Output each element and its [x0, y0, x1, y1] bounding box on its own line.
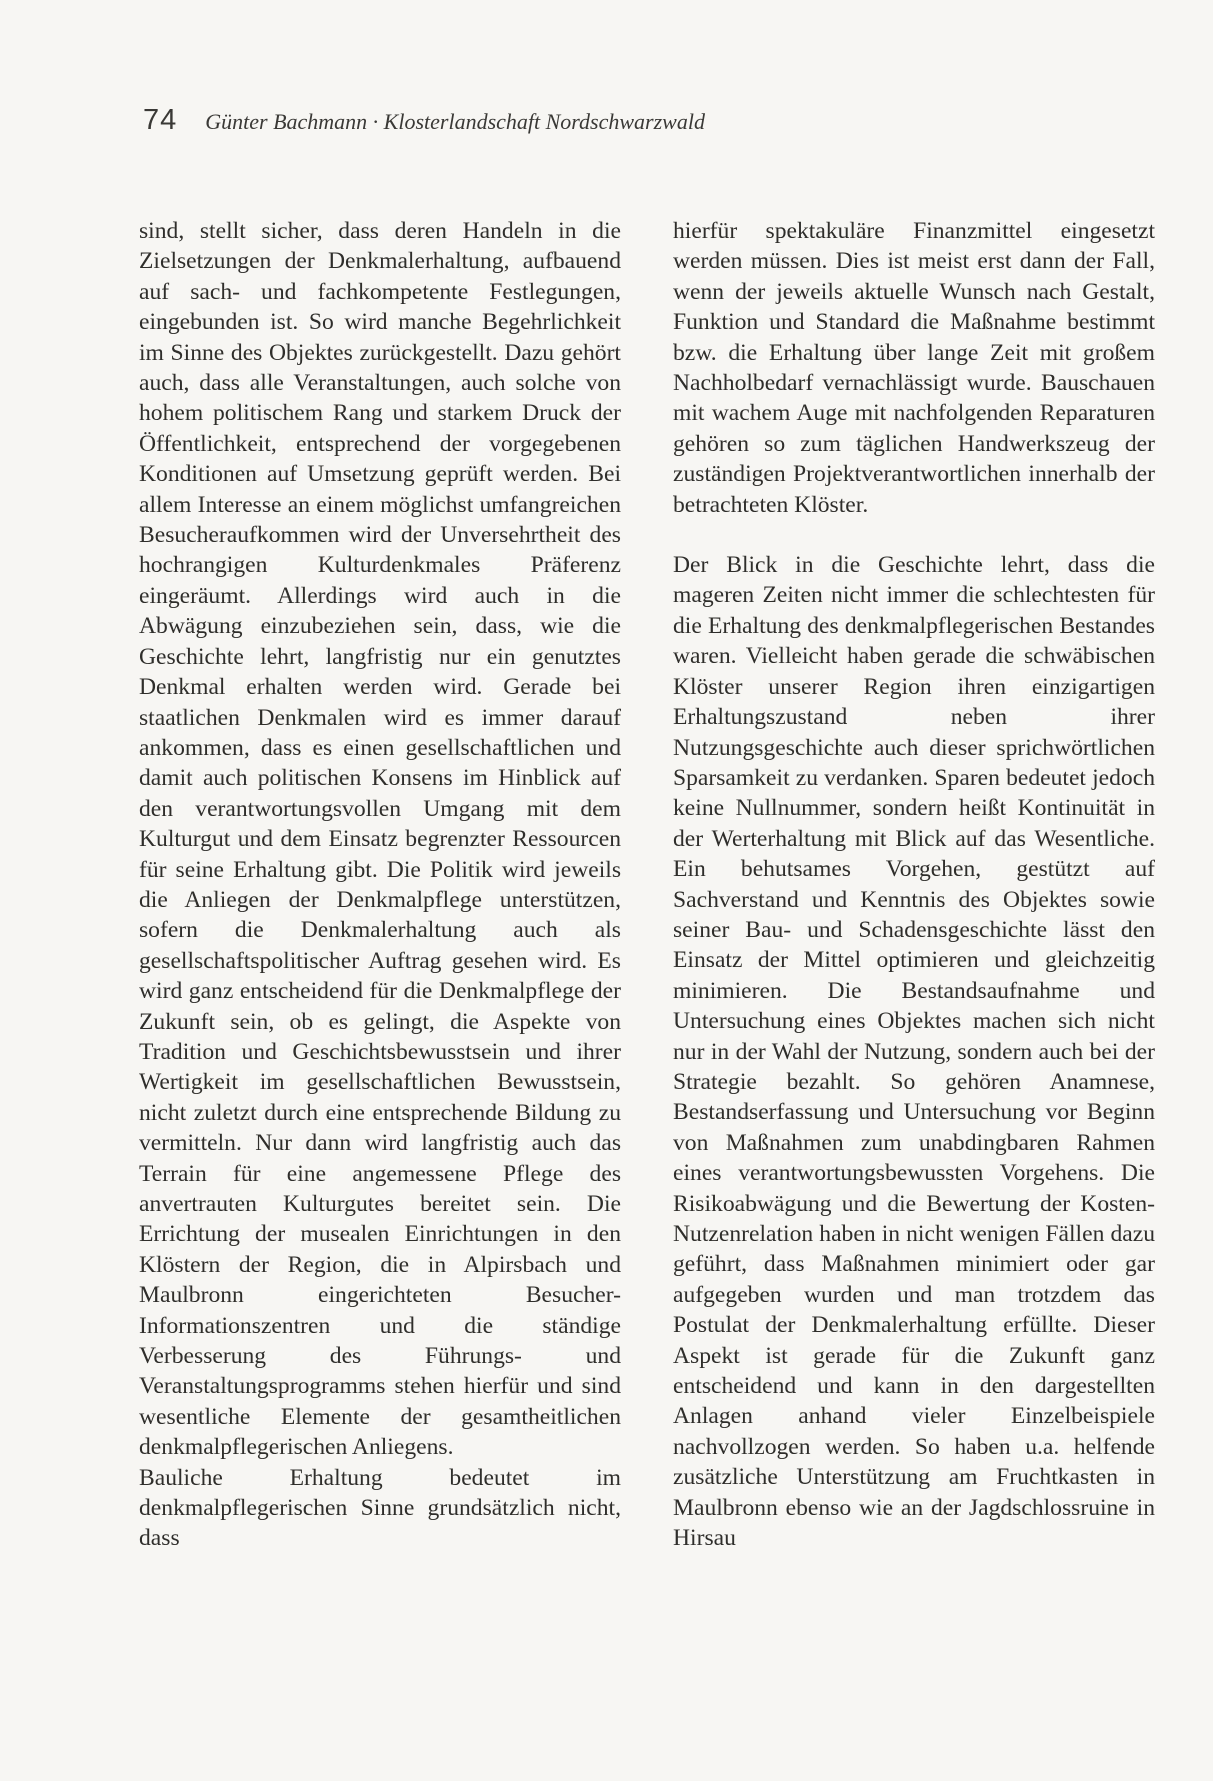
- left-column: [139, 216, 621, 1554]
- right-paragraph-2: Der Blick in die Geschichte lehrt, dass die mageren Zeiten nicht immer die schlechtesten für die Erhaltung des denkmalpflegerischen Bestandes waren. Vielleicht haben gerade die schwäbischen Klöster unserer Region ihren einzigartigen Erhaltungszustand neben ihrer Nutzungsgeschichte auch dieser sprichwörtlichen Sparsamkeit zu verdanken. Sparen bedeutet jedoch keine Nullnummer, sondern heißt Kontinuität in der Werterhaltung mit Blick auf das Wesentliche. Ein behutsames Vorgehen, gestützt auf Sachverstand und Kenntnis des Objektes sowie seiner Bau- und Schadensgeschichte lässt den Einsatz der Mittel optimieren und gleichzeitig minimieren. Die Bestandsaufnahme und Untersuchung eines Objektes machen sich nicht nur in der Wahl der Nutzung, sondern auch bei der Strategie bezahlt. So gehören Anamnese, Bestandserfassung und Untersuchung vor Beginn von Maßnahmen zum unabdingbaren Rahmen eines verantwortungsbewussten Vorgehens. Die Risikoabwägung und die Bewertung der Kosten-Nutzenrelation haben in nicht wenigen Fällen dazu geführt, dass Maßnahmen minimiert oder gar aufgegeben wurden und man trotzdem das Postulat der Denkmalerhaltung erfüllte. Dieser Aspekt ist gerade für die Zukunft ganz entscheidend und kann in den dargestellten Anlagen anhand vieler Einzelbeispiele nachvollzogen werden. So haben u.a. helfende zusätzliche Unterstützung am Fruchtkasten in Maulbronn ebenso wie an der Jagdschlossruine in Hirsau: [673, 552, 1155, 1552]
- page-header: [143, 104, 1043, 144]
- left-paragraph-1: sind, stellt sicher, dass deren Handeln in die Zielsetzungen der Denkmalerhaltung, aufbauend auf sach- und fachkompetente Festlegungen, eingebunden ist. So wird manche Begehrlichkeit im Sinne des Objektes zurückgestellt. Dazu gehört auch, dass alle Veranstaltungen, auch solche von hohem politischem Rang und starkem Druck der Öffentlichkeit, entsprechend der vorgegebenen Konditionen auf Umsetzung geprüft werden. Bei allem Interesse an einem möglichst umfangreichen Besucheraufkommen wird der Unversehrtheit des hochrangigen Kulturdenkmales Präferenz eingeräumt. Allerdings wird auch in die Abwägung einzubeziehen sein, dass, wie die Geschichte lehrt, langfristig nur ein genutztes Denkmal erhalten werden wird. Gerade bei staatlichen Denkmalen wird es immer darauf ankommen, dass es einen gesellschaftlichen und damit auch politischen Konsens im Hinblick auf den verantwortungsvollen Umgang mit dem Kulturgut und dem Einsatz begrenzter Ressourcen für seine Erhaltung gibt. Die Politik wird jeweils die Anliegen der Denkmalpflege unterstützen, sofern die Denkmalerhaltung auch als gesellschaftspolitischer Auftrag gesehen wird. Es wird ganz entscheidend für die Denkmalpflege der Zukunft sein, ob es gelingt, die Aspekte von Tradition und Geschichtsbewusstsein und ihrer Wertigkeit im gesellschaftlichen Bewusstsein, nicht zuletzt durch eine entsprechende Bildung zu vermitteln. Nur dann wird langfristig auch das Terrain für eine angemessene Pflege des anvertrauten Kulturgutes bereitet sein. Die Errichtung der musealen Einrichtungen in den Klöstern der Region, die in Alpirsbach und Maulbronn eingerichteten Besucher-Informationszentren und die ständige Verbesserung des Führungs- und Veranstaltungsprogramms stehen hierfür und sind wesentliche Elemente der gesamtheitlichen denkmalpflegerischen Anliegens.: [139, 218, 621, 1461]
- left-paragraph-2: Bauliche Erhaltung bedeutet im denkmalpflegerischen Sinne grundsätzlich nicht, dass: [139, 1464, 621, 1552]
- page-number: 74: [143, 104, 178, 136]
- right-paragraph-1: hierfür spektakuläre Finanzmittel eingesetzt werden müssen. Dies ist meist erst dann der Fall, wenn der jeweils aktuelle Wunsch nach Gestalt, Funktion und Standard die Maßnahme bestimmt bzw. die Erhaltung über lange Zeit mit großem Nachholbedarf vernachlässigt wurde. Bauschauen mit wachem Auge mit nachfolgenden Reparaturen gehören so zum täglichen Handwerkszeug der zuständigen Projektverantwortlichen innerhalb der betrachteten Klöster.: [673, 218, 1155, 518]
- running-head: Günter Bachmann · Klosterlandschaft Nordschwarzwald: [205, 109, 705, 134]
- right-column: [673, 216, 1155, 1553]
